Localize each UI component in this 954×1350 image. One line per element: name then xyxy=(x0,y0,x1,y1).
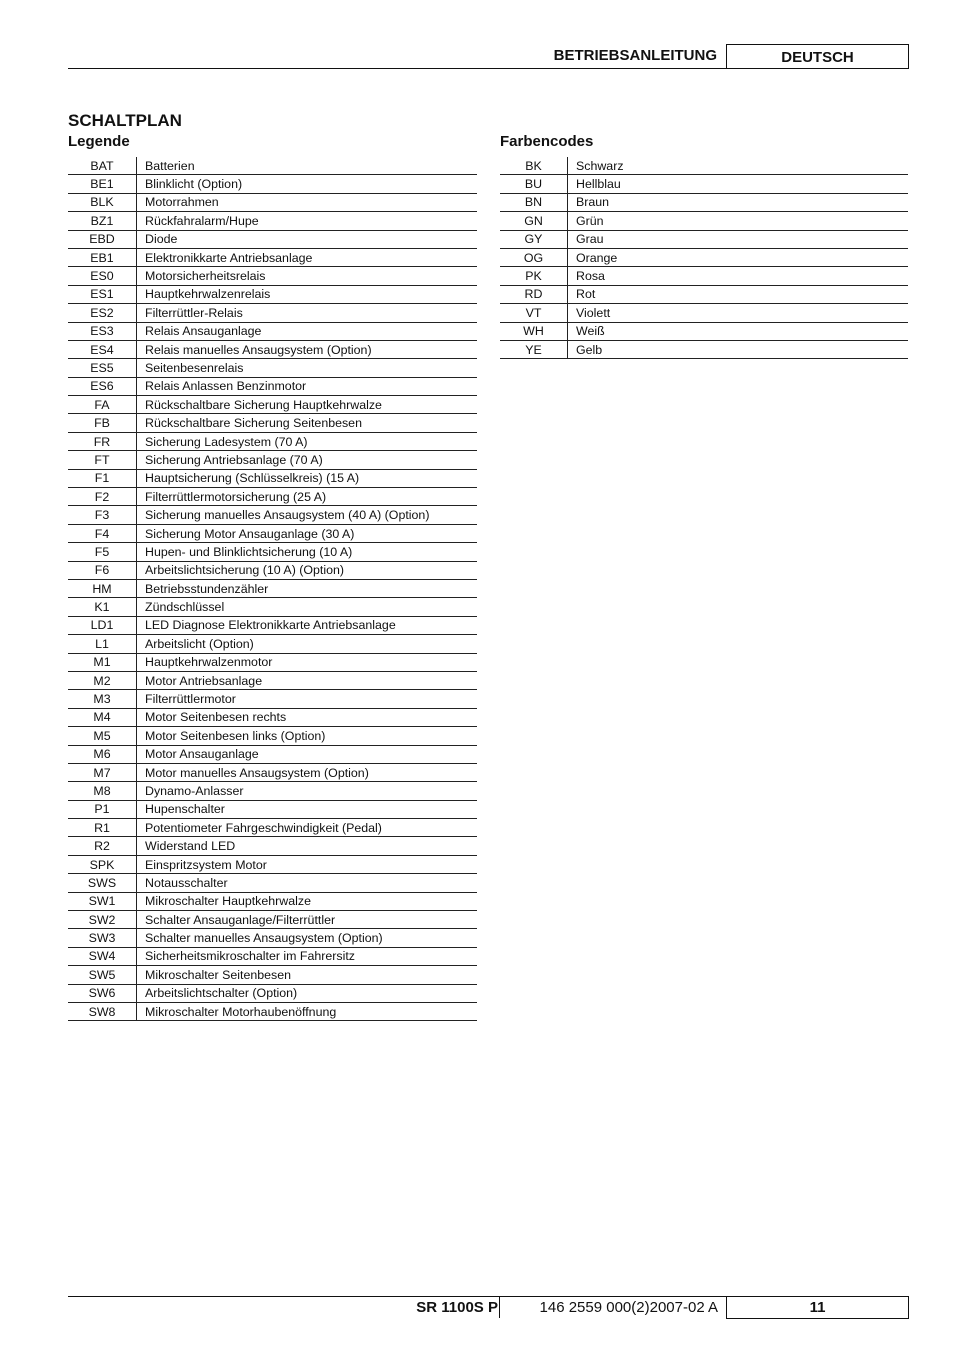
color-code-row xyxy=(500,322,908,340)
description-cell: Filterrüttlermotorsicherung (25 A) xyxy=(137,488,478,506)
code-cell: WH xyxy=(500,322,568,340)
code-cell: F5 xyxy=(68,543,137,561)
code-cell: ES3 xyxy=(68,322,137,340)
color-code-row xyxy=(500,285,908,303)
description-cell: Hauptsicherung (Schlüsselkreis) (15 A) xyxy=(137,469,478,487)
manual-title: BETRIEBSANLEITUNG xyxy=(553,47,717,64)
legend-row xyxy=(68,469,477,487)
color-code-row xyxy=(500,193,908,211)
code-cell: SW4 xyxy=(68,947,137,965)
description-cell: Rückschaltbare Sicherung Hauptkehrwalze xyxy=(137,396,478,414)
code-cell: FA xyxy=(68,396,137,414)
legend-row xyxy=(68,1002,477,1020)
description-cell: Motor Seitenbesen rechts xyxy=(137,708,478,726)
legend-row xyxy=(68,451,477,469)
code-cell: L1 xyxy=(68,635,137,653)
legend-row xyxy=(68,855,477,873)
description-cell: Hupenschalter xyxy=(137,800,478,818)
description-cell: Sicherung Motor Ansauganlage (30 A) xyxy=(137,524,478,542)
description-cell: Grün xyxy=(568,212,909,230)
legend-row xyxy=(68,414,477,432)
legend-row xyxy=(68,506,477,524)
legend-row xyxy=(68,598,477,616)
description-cell: Sicherung Antriebsanlage (70 A) xyxy=(137,451,478,469)
code-cell: HM xyxy=(68,579,137,597)
legend-row xyxy=(68,947,477,965)
legend-row xyxy=(68,892,477,910)
description-cell: Schwarz xyxy=(568,157,909,175)
code-cell: FT xyxy=(68,451,137,469)
description-cell: Rückfahralarm/Hupe xyxy=(137,212,478,230)
legend-row xyxy=(68,671,477,689)
description-cell: LED Diagnose Elektronikkarte Antriebsanlage xyxy=(137,616,478,634)
code-cell: F2 xyxy=(68,488,137,506)
code-cell: R1 xyxy=(68,819,137,837)
legend-row xyxy=(68,524,477,542)
code-cell: P1 xyxy=(68,800,137,818)
code-cell: SW1 xyxy=(68,892,137,910)
page-number: 11 xyxy=(726,1296,909,1319)
description-cell: Einspritzsystem Motor xyxy=(137,855,478,873)
color-code-row xyxy=(500,304,908,322)
description-cell: Rückschaltbare Sicherung Seitenbesen xyxy=(137,414,478,432)
legend-table xyxy=(68,157,477,1021)
page-footer xyxy=(68,1296,909,1320)
document-number: 146 2559 000(2)2007-02 A xyxy=(539,1299,718,1316)
description-cell: Braun xyxy=(568,193,909,211)
legend-row xyxy=(68,727,477,745)
code-cell: SWS xyxy=(68,874,137,892)
code-cell: FB xyxy=(68,414,137,432)
code-cell: F6 xyxy=(68,561,137,579)
legend-row xyxy=(68,911,477,929)
color-code-row xyxy=(500,157,908,175)
legend-row xyxy=(68,267,477,285)
description-cell: Mikroschalter Seitenbesen xyxy=(137,966,478,984)
language-label: DEUTSCH xyxy=(726,44,909,69)
code-cell: ES1 xyxy=(68,285,137,303)
legend-row xyxy=(68,708,477,726)
description-cell: Zündschlüssel xyxy=(137,598,478,616)
legend-row xyxy=(68,396,477,414)
description-cell: Filterrüttler-Relais xyxy=(137,304,478,322)
description-cell: Notausschalter xyxy=(137,874,478,892)
description-cell: Arbeitslichtschalter (Option) xyxy=(137,984,478,1002)
code-cell: M6 xyxy=(68,745,137,763)
legend-row xyxy=(68,616,477,634)
legend-row xyxy=(68,690,477,708)
legend-row xyxy=(68,193,477,211)
header-rule xyxy=(68,68,727,69)
description-cell: Rot xyxy=(568,285,909,303)
code-cell: ES0 xyxy=(68,267,137,285)
legend-row xyxy=(68,745,477,763)
legend-row xyxy=(68,359,477,377)
code-cell: ES4 xyxy=(68,340,137,358)
code-cell: ES6 xyxy=(68,377,137,395)
legend-row xyxy=(68,304,477,322)
code-cell: VT xyxy=(500,304,568,322)
description-cell: Relais Anlassen Benzinmotor xyxy=(137,377,478,395)
code-cell: ES5 xyxy=(68,359,137,377)
code-cell: LD1 xyxy=(68,616,137,634)
description-cell: Mikroschalter Motorhaubenöffnung xyxy=(137,1002,478,1020)
description-cell: Mikroschalter Hauptkehrwalze xyxy=(137,892,478,910)
code-cell: M5 xyxy=(68,727,137,745)
code-cell: F1 xyxy=(68,469,137,487)
page-header xyxy=(68,44,909,69)
code-cell: SW6 xyxy=(68,984,137,1002)
description-cell: Relais Ansauganlage xyxy=(137,322,478,340)
description-cell: Betriebsstundenzähler xyxy=(137,579,478,597)
description-cell: Motor Ansauganlage xyxy=(137,745,478,763)
legend-row xyxy=(68,340,477,358)
description-cell: Grau xyxy=(568,230,909,248)
color-code-row xyxy=(500,175,908,193)
description-cell: Relais manuelles Ansaugsystem (Option) xyxy=(137,340,478,358)
code-cell: M3 xyxy=(68,690,137,708)
code-cell: BZ1 xyxy=(68,212,137,230)
description-cell: Sicherung manuelles Ansaugsystem (40 A) (Option) xyxy=(137,506,478,524)
legend-row xyxy=(68,929,477,947)
legend-row xyxy=(68,175,477,193)
legend-row xyxy=(68,230,477,248)
description-cell: Schalter manuelles Ansaugsystem (Option) xyxy=(137,929,478,947)
description-cell: Seitenbesenrelais xyxy=(137,359,478,377)
description-cell: Motor Seitenbesen links (Option) xyxy=(137,727,478,745)
code-cell: EB1 xyxy=(68,248,137,266)
description-cell: Motor Antriebsanlage xyxy=(137,671,478,689)
section-title: SCHALTPLAN xyxy=(68,111,182,130)
code-cell: OG xyxy=(500,248,568,266)
description-cell: Orange xyxy=(568,248,909,266)
description-cell: Blinklicht (Option) xyxy=(137,175,478,193)
legend-row xyxy=(68,800,477,818)
color-codes-title: Farbencodes xyxy=(500,133,594,150)
description-cell: Gelb xyxy=(568,340,909,358)
description-cell: Diode xyxy=(137,230,478,248)
code-cell: FR xyxy=(68,432,137,450)
description-cell: Hupen- und Blinklichtsicherung (10 A) xyxy=(137,543,478,561)
description-cell: Dynamo-Anlasser xyxy=(137,782,478,800)
legend-row xyxy=(68,966,477,984)
description-cell: Sicherheitsmikroschalter im Fahrersitz xyxy=(137,947,478,965)
code-cell: YE xyxy=(500,340,568,358)
legend-row xyxy=(68,212,477,230)
legend-row xyxy=(68,322,477,340)
legend-row xyxy=(68,157,477,175)
code-cell: GN xyxy=(500,212,568,230)
code-cell: F3 xyxy=(68,506,137,524)
code-cell: SW2 xyxy=(68,911,137,929)
color-code-row xyxy=(500,248,908,266)
code-cell: BE1 xyxy=(68,175,137,193)
legend-row xyxy=(68,782,477,800)
code-cell: SW3 xyxy=(68,929,137,947)
code-cell: EBD xyxy=(68,230,137,248)
legend-row xyxy=(68,819,477,837)
code-cell: F4 xyxy=(68,524,137,542)
description-cell: Hauptkehrwalzenmotor xyxy=(137,653,478,671)
code-cell: M2 xyxy=(68,671,137,689)
legend-title: Legende xyxy=(68,133,130,150)
legend-row xyxy=(68,377,477,395)
code-cell: PK xyxy=(500,267,568,285)
description-cell: Batterien xyxy=(137,157,478,175)
color-code-row xyxy=(500,212,908,230)
code-cell: ES2 xyxy=(68,304,137,322)
code-cell: M7 xyxy=(68,763,137,781)
legend-row xyxy=(68,984,477,1002)
code-cell: BU xyxy=(500,175,568,193)
legend-row xyxy=(68,874,477,892)
code-cell: SW8 xyxy=(68,1002,137,1020)
description-cell: Hellblau xyxy=(568,175,909,193)
description-cell: Weiß xyxy=(568,322,909,340)
description-cell: Sicherung Ladesystem (70 A) xyxy=(137,432,478,450)
legend-row xyxy=(68,635,477,653)
legend-row xyxy=(68,248,477,266)
description-cell: Filterrüttlermotor xyxy=(137,690,478,708)
color-code-row xyxy=(500,230,908,248)
description-cell: Elektronikkarte Antriebsanlage xyxy=(137,248,478,266)
code-cell: SW5 xyxy=(68,966,137,984)
description-cell: Motorsicherheitsrelais xyxy=(137,267,478,285)
model-name: SR 1100S P xyxy=(416,1299,498,1316)
code-cell: GY xyxy=(500,230,568,248)
code-cell: M4 xyxy=(68,708,137,726)
description-cell: Arbeitslichtsicherung (10 A) (Option) xyxy=(137,561,478,579)
legend-row xyxy=(68,653,477,671)
code-cell: M1 xyxy=(68,653,137,671)
code-cell: RD xyxy=(500,285,568,303)
code-cell: R2 xyxy=(68,837,137,855)
description-cell: Arbeitslicht (Option) xyxy=(137,635,478,653)
code-cell: M8 xyxy=(68,782,137,800)
description-cell: Potentiometer Fahrgeschwindigkeit (Pedal) xyxy=(137,819,478,837)
color-codes-table xyxy=(500,157,908,359)
description-cell: Widerstand LED xyxy=(137,837,478,855)
description-cell: Rosa xyxy=(568,267,909,285)
code-cell: BAT xyxy=(68,157,137,175)
legend-row xyxy=(68,763,477,781)
description-cell: Violett xyxy=(568,304,909,322)
legend-row xyxy=(68,561,477,579)
code-cell: SPK xyxy=(68,855,137,873)
code-cell: BN xyxy=(500,193,568,211)
legend-row xyxy=(68,432,477,450)
code-cell: K1 xyxy=(68,598,137,616)
description-cell: Motorrahmen xyxy=(137,193,478,211)
color-code-row xyxy=(500,267,908,285)
code-cell: BLK xyxy=(68,193,137,211)
legend-row xyxy=(68,285,477,303)
legend-row xyxy=(68,488,477,506)
legend-row xyxy=(68,837,477,855)
legend-row xyxy=(68,543,477,561)
code-cell: BK xyxy=(500,157,568,175)
color-code-row xyxy=(500,340,908,358)
description-cell: Motor manuelles Ansaugsystem (Option) xyxy=(137,763,478,781)
description-cell: Schalter Ansauganlage/Filterrüttler xyxy=(137,911,478,929)
description-cell: Hauptkehrwalzenrelais xyxy=(137,285,478,303)
legend-row xyxy=(68,579,477,597)
